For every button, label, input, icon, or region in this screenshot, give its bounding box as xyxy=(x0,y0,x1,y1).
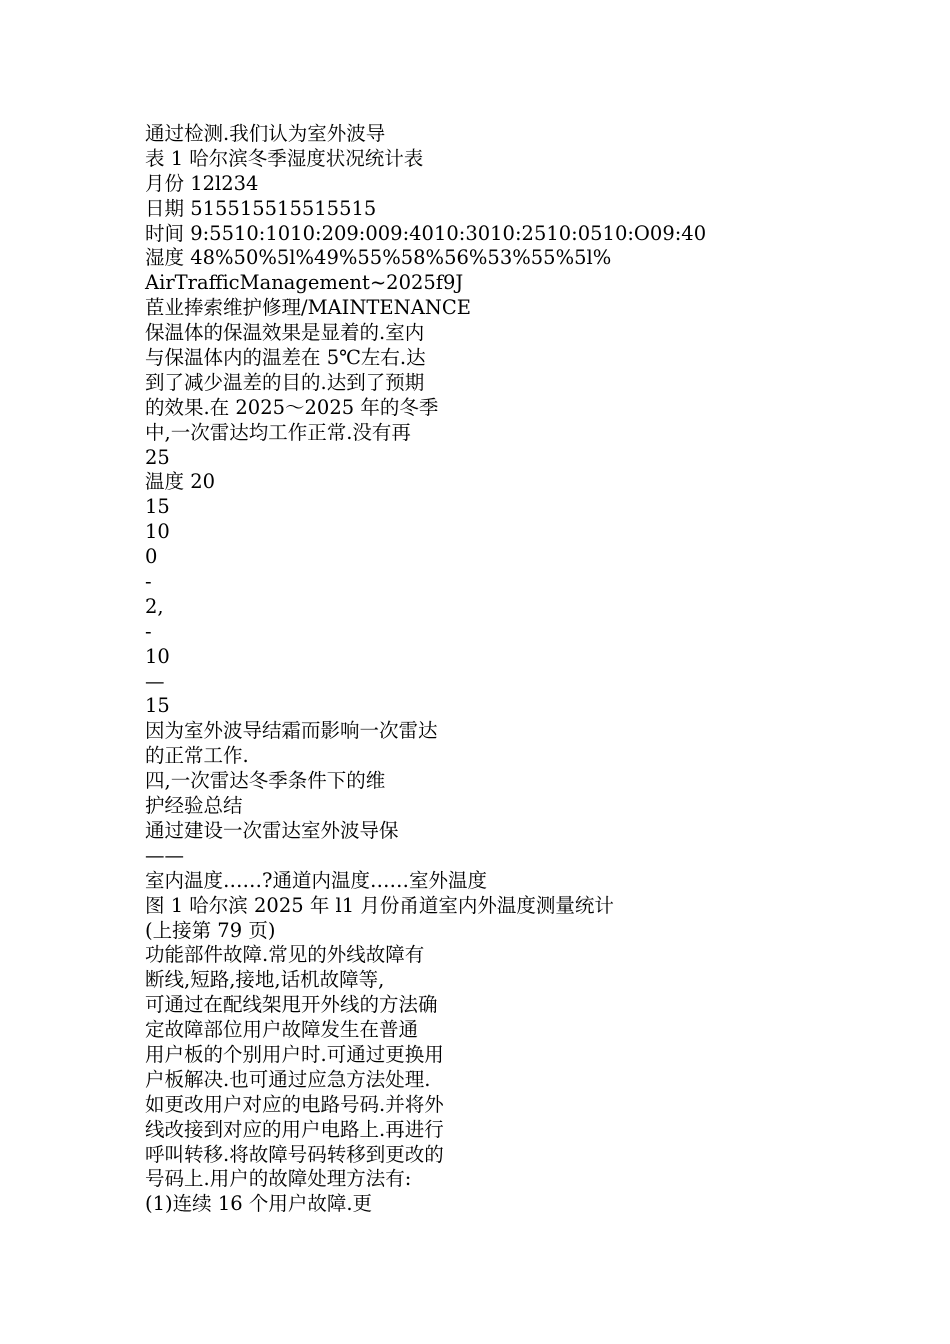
text-line: 号码上.用户的故障处理方法有: xyxy=(145,1167,412,1191)
figure-axis-label: 温度 20 xyxy=(145,470,216,494)
figure-axis-label: 2, xyxy=(145,594,164,618)
document-body xyxy=(145,122,905,1217)
text-line: 断线,短路,接地,话机故障等, xyxy=(145,968,385,992)
figure-axis-label: 25 xyxy=(145,445,170,469)
text-line: 因为室外波导结霜而影响一次雷达 xyxy=(145,719,438,743)
text-line: 用户板的个别用户时.可通过更换用 xyxy=(145,1042,444,1066)
text-line: 的效果.在 2025～2025 年的冬季 xyxy=(145,395,439,419)
table-row-time: 时间 9:5510:1010:209:009:4010:3010:2510:0510:O09:40 xyxy=(145,221,707,245)
section-heading: 护经验总结 xyxy=(145,794,243,818)
text-line: 到了减少温差的目的.达到了预期 xyxy=(145,370,425,394)
text-line: 与保温体内的温差在 5℃左右.达 xyxy=(145,346,426,370)
figure-legend-line: —— xyxy=(145,843,184,867)
continuation-note: (上接第 79 页) xyxy=(145,918,276,942)
figure-axis-label: 15 xyxy=(145,694,170,718)
text-line: 如更改用户对应的电路号码.并将外 xyxy=(145,1092,444,1116)
text-line: 保温体的保温效果是显着的.室内 xyxy=(145,321,425,345)
figure-axis-label: 10 xyxy=(145,520,170,544)
figure-axis-label: 10 xyxy=(145,644,170,668)
figure-axis-label: 15 xyxy=(145,495,170,519)
section-heading: 四,一次雷达冬季条件下的维 xyxy=(145,769,386,793)
figure-axis-label: - xyxy=(145,570,152,594)
text-line: 定故障部位用户故障发生在普通 xyxy=(145,1018,419,1042)
text-line: 中,一次雷达均工作正常.没有再 xyxy=(145,420,411,444)
text-line: 呼叫转移.将故障号码转移到更改的 xyxy=(145,1142,444,1166)
text-line: 的正常工作. xyxy=(145,744,249,768)
text-line: 户板解决.也可通过应急方法处理. xyxy=(145,1067,431,1091)
table-row-date: 日期 515515515515515 xyxy=(145,196,377,220)
figure-axis-label: 0 xyxy=(145,545,158,569)
figure-axis-label: - xyxy=(145,619,152,643)
table-caption: 表 1 哈尔滨冬季湿度状况统计表 xyxy=(145,146,424,170)
figure-legend: 室内温度……?通道内温度……室外温度 xyxy=(145,868,487,892)
figure-caption: 图 1 哈尔滨 2025 年 l1 月份甬道室内外温度测量统计 xyxy=(145,893,614,917)
section-header: 茞业捧索维护修理/MAINTENANCE xyxy=(145,296,471,320)
figure-axis-label: — xyxy=(145,669,165,693)
running-header: AirTrafficManagement~2025f9J xyxy=(145,271,464,295)
table-row-humidity: 湿度 48%50%5l%49%55%58%56%53%55%5l% xyxy=(145,246,612,270)
table-row-month: 月份 12l234 xyxy=(145,171,259,195)
text-line: 线改接到对应的用户电路上.再进行 xyxy=(145,1117,444,1141)
text-line: (1)连续 16 个用户故障.更 xyxy=(145,1192,373,1216)
text-line: 通过建设一次雷达室外波导保 xyxy=(145,818,399,842)
text-line: 功能部件故障.常见的外线故障有 xyxy=(145,943,425,967)
text-line: 通过检测.我们认为室外波导 xyxy=(145,122,386,145)
text-line: 可通过在配线架甩开外线的方法确 xyxy=(145,993,438,1017)
